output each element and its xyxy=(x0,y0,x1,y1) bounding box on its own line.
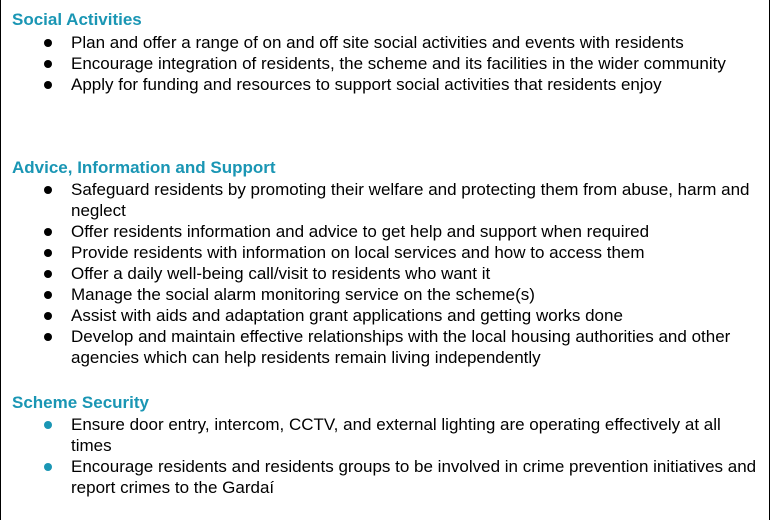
bullet-icon xyxy=(44,81,52,89)
bullet-icon xyxy=(44,249,52,257)
bullet-list xyxy=(12,32,762,95)
list-item xyxy=(12,179,762,221)
bullet-icon xyxy=(44,312,52,320)
bullet-icon xyxy=(44,291,52,299)
list-item xyxy=(12,263,762,284)
bullet-icon xyxy=(44,186,52,194)
list-item xyxy=(12,221,762,242)
list-item-text: Assist with aids and adaptation grant applications and getting works done xyxy=(71,306,623,325)
list-item-text: Safeguard residents by promoting their welfare and protecting them from abuse, harm and neglect xyxy=(71,180,750,220)
list-item xyxy=(12,32,762,53)
bullet-icon xyxy=(44,39,52,47)
section-scheme-security xyxy=(12,393,762,498)
bullet-icon xyxy=(44,333,52,341)
bullet-icon xyxy=(44,463,52,471)
list-item xyxy=(12,242,762,263)
section-heading: Advice, Information and Support xyxy=(12,158,276,177)
list-item-text: Offer a daily well-being call/visit to residents who want it xyxy=(71,264,491,283)
list-item-text: Provide residents with information on local services and how to access them xyxy=(71,243,645,262)
list-item-text: Manage the social alarm monitoring service on the scheme(s) xyxy=(71,285,535,304)
section-heading: Scheme Security xyxy=(12,393,150,412)
section-advice-information-support xyxy=(12,158,762,368)
list-item-text: Offer residents information and advice to get help and support when required xyxy=(71,222,650,241)
list-item-text: Apply for funding and resources to support social activities that residents enjoy xyxy=(71,75,662,94)
list-item xyxy=(12,74,762,95)
section-social-activities xyxy=(12,10,762,95)
list-item xyxy=(12,53,762,74)
bullet-icon xyxy=(44,421,52,429)
list-item xyxy=(12,326,762,368)
bullet-icon xyxy=(44,270,52,278)
list-item-text: Develop and maintain effective relationships with the local housing authorities and other agencies which can help residents remain living independently xyxy=(71,327,731,367)
list-item-text: Encourage residents and residents groups to be involved in crime prevention initiatives and report crimes to the Gardaí xyxy=(71,457,757,497)
bullet-icon xyxy=(44,60,52,68)
list-item xyxy=(12,456,762,498)
bullet-icon xyxy=(44,228,52,236)
bullet-list xyxy=(12,179,762,368)
list-item-text: Encourage integration of residents, the scheme and its facilities in the wider community xyxy=(71,54,726,73)
list-item xyxy=(12,284,762,305)
list-item xyxy=(12,414,762,456)
list-item xyxy=(12,305,762,326)
list-item-text: Plan and offer a range of on and off site social activities and events with residents xyxy=(71,33,684,52)
section-heading: Social Activities xyxy=(12,10,142,29)
bullet-list xyxy=(12,414,762,498)
list-item-text: Ensure door entry, intercom, CCTV, and external lighting are operating effectively at all times xyxy=(71,415,721,455)
